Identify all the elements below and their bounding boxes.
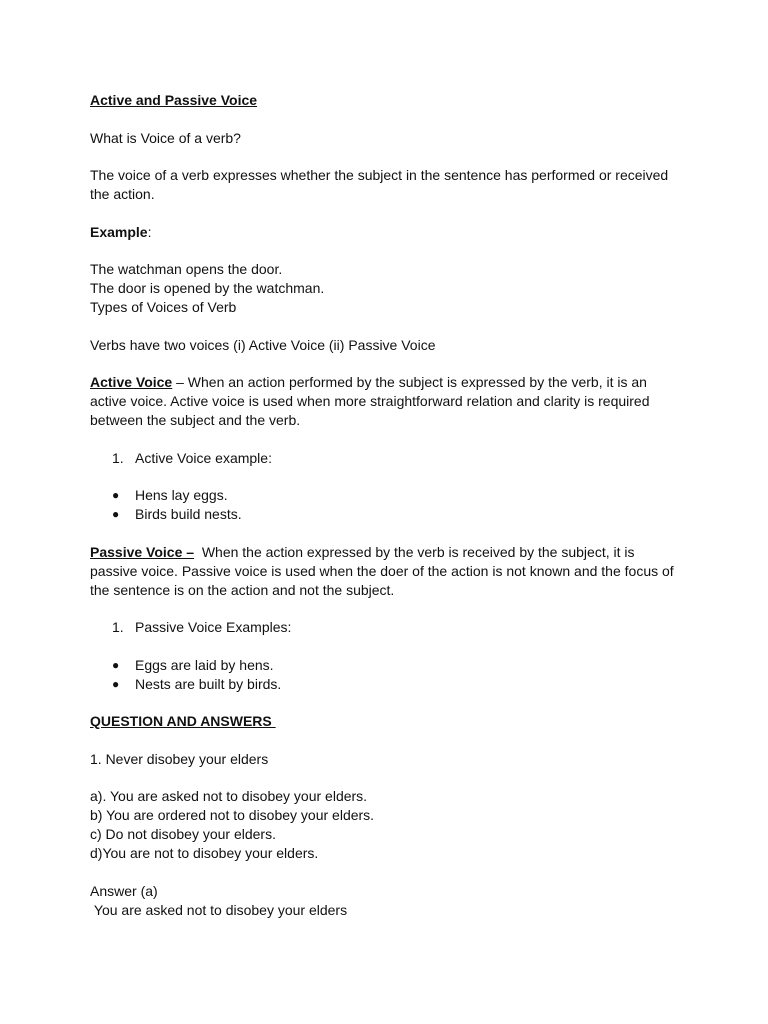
active-numbered-list <box>90 449 675 468</box>
active-example: Hens lay eggs. <box>135 487 228 503</box>
active-voice-paragraph <box>90 373 675 430</box>
list-item <box>112 656 675 675</box>
active-example: Birds build nests. <box>135 506 242 522</box>
qa-answer-text: You are asked not to disobey your elders <box>90 901 348 918</box>
active-voice-term: Active Voice <box>90 374 173 390</box>
qa-option: d)You are not to disobey your elders. <box>90 845 319 861</box>
example-line: The door is opened by the watchman. <box>90 280 325 296</box>
document-page <box>90 91 678 920</box>
passive-numbered-list <box>90 618 675 637</box>
passive-example: Eggs are laid by hens. <box>135 656 274 673</box>
list-item <box>112 618 675 637</box>
passive-example: Nests are built by birds. <box>135 675 282 692</box>
active-voice-text: – When an action performed by the subject is expressed by the verb, it is an active voice. Active voice is used when more straightforward relation and clarity is required between the subject and the verb. <box>90 374 654 428</box>
qa-option: c) Do not disobey your elders. <box>90 826 276 842</box>
example-line: The watchman opens the door. <box>90 261 283 277</box>
list-item <box>112 486 675 505</box>
bullet-icon: ● <box>112 657 120 672</box>
definition-paragraph: The voice of a verb expresses whether the subject in the sentence has performed or received the action. <box>90 167 673 202</box>
list-item <box>112 505 675 524</box>
active-examples-list <box>90 486 675 524</box>
example-colon: : <box>147 223 152 240</box>
list-item <box>112 449 675 468</box>
intro-question: What is Voice of a verb? <box>90 129 241 146</box>
passive-example-label: Passive Voice Examples: <box>135 619 292 635</box>
passive-examples-list <box>90 656 675 694</box>
qa-heading: QUESTION AND ANSWERS <box>90 713 276 729</box>
example-heading: Example <box>90 223 148 240</box>
list-number: 1. <box>112 619 124 635</box>
example-heading-line <box>90 223 675 242</box>
two-voices-line: Verbs have two voices (i) Active Voice (ii) Passive Voice <box>90 336 436 353</box>
active-example-label: Active Voice example: <box>135 449 272 466</box>
document-title: Active and Passive Voice <box>90 92 258 108</box>
qa-option: a). You are asked not to disobey your elders. <box>90 788 368 804</box>
example-line: Types of Voices of Verb <box>90 299 237 315</box>
qa-answer-label: Answer (a) <box>90 882 158 899</box>
passive-voice-paragraph <box>90 543 678 600</box>
bullet-icon: ● <box>112 488 120 502</box>
bullet-icon: ● <box>112 676 120 691</box>
qa-option: b) You are ordered not to disobey your elders. <box>90 807 375 823</box>
bullet-icon: ● <box>112 507 120 521</box>
list-item <box>112 675 675 694</box>
passive-voice-term: Passive Voice – <box>90 543 195 560</box>
list-number: 1. <box>112 449 124 466</box>
passive-voice-text: When the action expressed by the verb is received by the subject, it is passive voice. Passive voice is used when the doer of the action is not known and the focus of the sentence is on the action and not the subject. <box>90 543 678 598</box>
qa-question: 1. Never disobey your elders <box>90 750 269 767</box>
